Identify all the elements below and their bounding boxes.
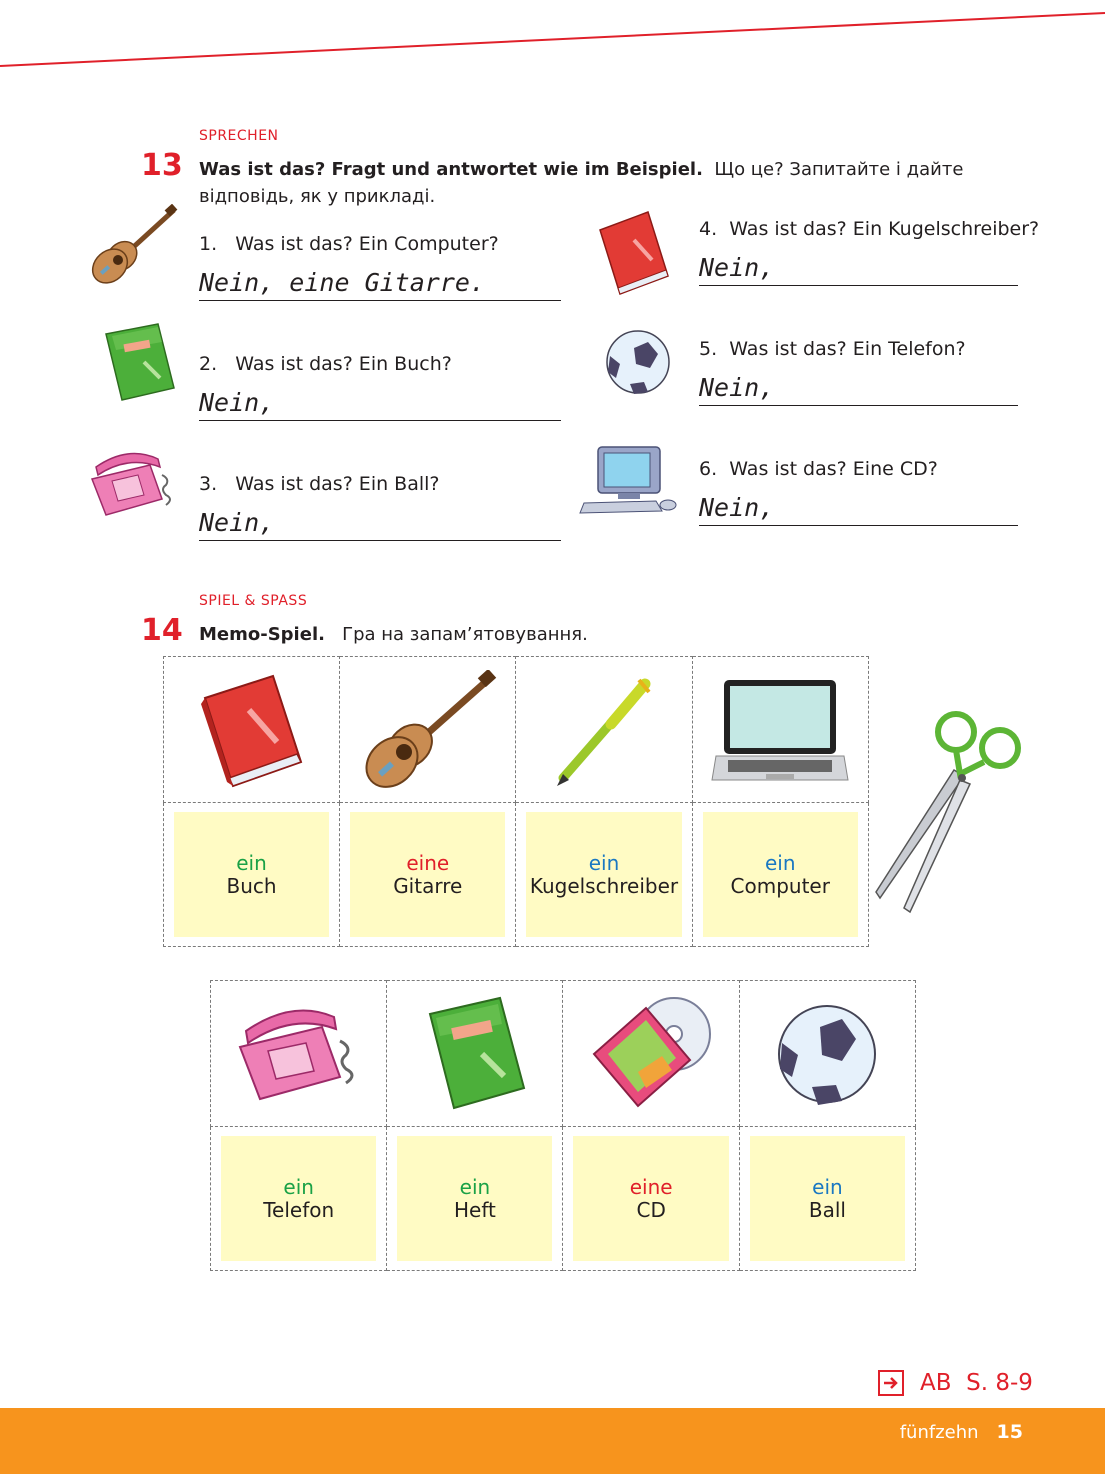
answer-line-2[interactable]: Nein,: [199, 386, 561, 421]
arrow-right-icon: [878, 1370, 904, 1396]
memo-word-card[interactable]: [516, 803, 692, 947]
notebook-icon: [100, 322, 178, 402]
section-label-sprechen: SPRECHEN: [199, 128, 279, 144]
answer-line-3[interactable]: Nein,: [199, 506, 561, 541]
notebook-icon: [420, 994, 530, 1114]
telephone-icon: [88, 445, 178, 521]
noun: Gitarre: [393, 873, 463, 898]
memo-word-card[interactable]: [211, 1127, 387, 1271]
instruction-german: Was ist das? Fragt und antwortet wie im Beispiel.: [199, 159, 703, 180]
article: ein: [459, 1174, 491, 1199]
noun: CD: [636, 1197, 666, 1222]
answer-line-5[interactable]: Nein,: [699, 371, 1018, 406]
pen-icon: [549, 670, 659, 790]
article: ein: [283, 1174, 314, 1199]
instruction-ukrainian: Що це? Запитайте і дайте відповідь, як у прикладі.: [199, 159, 964, 207]
memo-picture-card[interactable]: [692, 657, 869, 803]
article: ein: [764, 850, 796, 875]
article: ein: [812, 1174, 843, 1199]
book-icon: [197, 670, 307, 790]
memo-table-2: [210, 980, 916, 1271]
memo-word-card[interactable]: [563, 1127, 739, 1271]
memo-word-card[interactable]: [164, 803, 340, 947]
memo-picture-card[interactable]: [211, 981, 387, 1127]
memo-picture-card[interactable]: [739, 981, 915, 1127]
page-digit: 15: [996, 1421, 1023, 1443]
exercise-14-instruction: [199, 621, 588, 648]
noun: Telefon: [263, 1197, 335, 1222]
article: eine: [629, 1174, 673, 1199]
noun: Computer: [730, 873, 830, 898]
article: ein: [236, 850, 267, 875]
exercise-number-14: 14: [141, 613, 183, 648]
ball-icon: [772, 999, 882, 1109]
exercise-13-instruction: [199, 156, 999, 210]
computer-icon: [578, 443, 680, 515]
question-3: 3. Was ist das? Ein Ball?: [199, 473, 440, 495]
memo-picture-card[interactable]: [164, 657, 340, 803]
ball-icon: [604, 328, 672, 396]
cd-icon: [586, 994, 716, 1114]
instruction-german: Memo-Spiel.: [199, 624, 325, 645]
guitar-icon: [358, 670, 498, 790]
page-word: fünfzehn: [899, 1422, 979, 1443]
noun: Ball: [808, 1197, 846, 1222]
noun: Heft: [453, 1197, 496, 1222]
laptop-icon: [710, 670, 850, 790]
guitar-icon: [88, 204, 178, 284]
question-1: 1. Was ist das? Ein Computer?: [199, 233, 499, 255]
answer-line-4[interactable]: Nein,: [699, 251, 1018, 286]
article: eine: [406, 850, 450, 875]
instruction-ukrainian: Гра на запам’ятовування.: [342, 624, 588, 645]
workbook-reference[interactable]: [878, 1370, 1033, 1396]
answer-line-6[interactable]: Nein,: [699, 491, 1018, 526]
exercise-number-13: 13: [141, 148, 183, 183]
question-4: 4. Was ist das? Ein Kugelschreiber?: [699, 218, 1040, 240]
memo-picture-card[interactable]: [563, 981, 739, 1127]
page-number: [900, 1412, 1023, 1452]
question-6: 6. Was ist das? Eine CD?: [699, 458, 938, 480]
telephone-icon: [234, 999, 364, 1109]
question-2: 2. Was ist das? Ein Buch?: [199, 353, 452, 375]
workbook-label: AB: [920, 1370, 952, 1396]
scissors-icon: [874, 702, 1024, 916]
memo-table-1: [163, 656, 869, 947]
workbook-pages: S. 8-9: [966, 1370, 1033, 1396]
noun: Buch: [226, 873, 277, 898]
top-red-line: [0, 0, 1105, 80]
memo-picture-card[interactable]: [516, 657, 692, 803]
memo-word-card[interactable]: [387, 1127, 563, 1271]
section-label-spiel-spass: SPIEL & SPASS: [199, 593, 308, 609]
question-5: 5. Was ist das? Ein Telefon?: [699, 338, 966, 360]
memo-word-card[interactable]: [692, 803, 869, 947]
memo-word-card[interactable]: [340, 803, 516, 947]
memo-word-card[interactable]: [739, 1127, 915, 1271]
book-icon: [596, 210, 672, 296]
memo-picture-card[interactable]: [340, 657, 516, 803]
noun: Kugelschreiber: [529, 873, 679, 898]
article: ein: [588, 850, 620, 875]
answer-line-1[interactable]: Nein, eine Gitarre.: [199, 266, 561, 301]
memo-picture-card[interactable]: [387, 981, 563, 1127]
